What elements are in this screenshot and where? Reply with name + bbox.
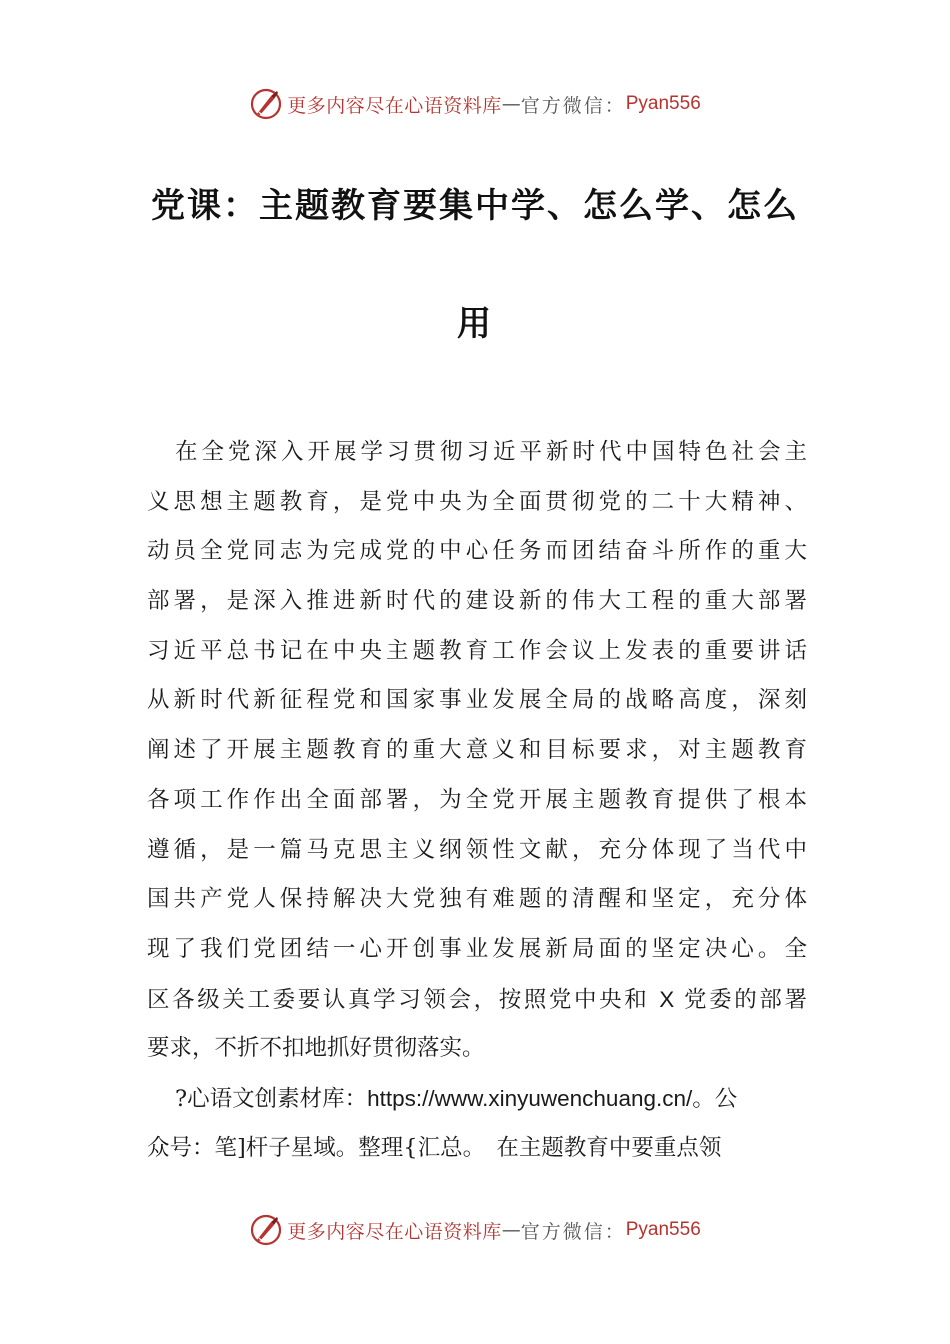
body-line: 众号：笔]杆子星域。整理{汇总。 在主题教育中要重点领 (147, 1134, 722, 1161)
body-line-x-committee (147, 975, 807, 1025)
body-line: 习近平总书记在中央主题教育工作会议上发表的重要讲话 (147, 637, 807, 664)
body-source-prefix: ?心语文创素材库： (175, 1085, 368, 1112)
body-line-12-start: 区各级关工委要认真学习领会，按照党中央和 (147, 986, 650, 1013)
footer-banner (0, 1210, 950, 1250)
quill-logo-icon (249, 87, 283, 121)
body-line-12-x: X (659, 986, 675, 1012)
header-dash: — (501, 93, 521, 115)
body-line: 遵循，是一篇马克思主义纲领性文献，充分体现了当代中 (147, 836, 807, 863)
header-brand-text: 更多内容尽在心语资料库 (287, 94, 502, 117)
footer-wechat-id: Pyan556 (625, 1219, 701, 1240)
body-line: 现了我们党团结一心开创事业发展新局面的坚定决心。全 (147, 935, 807, 962)
document-title-line-2: 用 (457, 304, 493, 344)
body-line: 阐述了开展主题教育的重大意义和目标要求，对主题教育 (147, 737, 807, 764)
body-line: 从新时代新征程党和国家事业发展全局的战略高度，深刻 (147, 687, 807, 714)
quill-logo-icon (249, 1213, 283, 1247)
body-line: 在全党深入开展学习贯彻习近平新时代中国特色社会主 (175, 439, 807, 465)
footer-dash: — (501, 1219, 521, 1241)
header-wechat-label: 官方微信： (520, 94, 626, 117)
body-line: 要求，不折不扣地抓好贯彻落实。 (147, 1035, 485, 1062)
body-source-url: https://www.xinyuwenchuang.cn/ (367, 1085, 693, 1111)
body-line: 动员全党同志为完成党的中心任务而团结奋斗所作的重大 (147, 538, 807, 565)
body-line: 国共产党人保持解决大党独有难题的清醒和坚定，充分体 (147, 886, 807, 913)
body-line-source (147, 1074, 807, 1124)
document-body (147, 428, 807, 1173)
header-wechat-id: Pyan556 (625, 93, 701, 114)
footer-wechat-label: 官方微信： (520, 1220, 626, 1243)
document-title-line-1: 党课：主题教育要集中学、怎么学、怎么 (151, 186, 799, 226)
body-line-12-tail: 党委的部署 (684, 986, 807, 1013)
footer-brand-text: 更多内容尽在心语资料库 (287, 1220, 502, 1243)
body-line: 各项工作作出全面部署，为全党开展主题教育提供了根本 (147, 786, 807, 813)
body-source-suffix: 。公 (692, 1085, 738, 1112)
header-banner (0, 84, 950, 124)
body-line: 部署，是深入推进新时代的建设新的伟大工程的重大部署 (147, 588, 807, 615)
body-line: 义思想主题教育，是党中央为全面贯彻党的二十大精神、 (147, 488, 807, 515)
